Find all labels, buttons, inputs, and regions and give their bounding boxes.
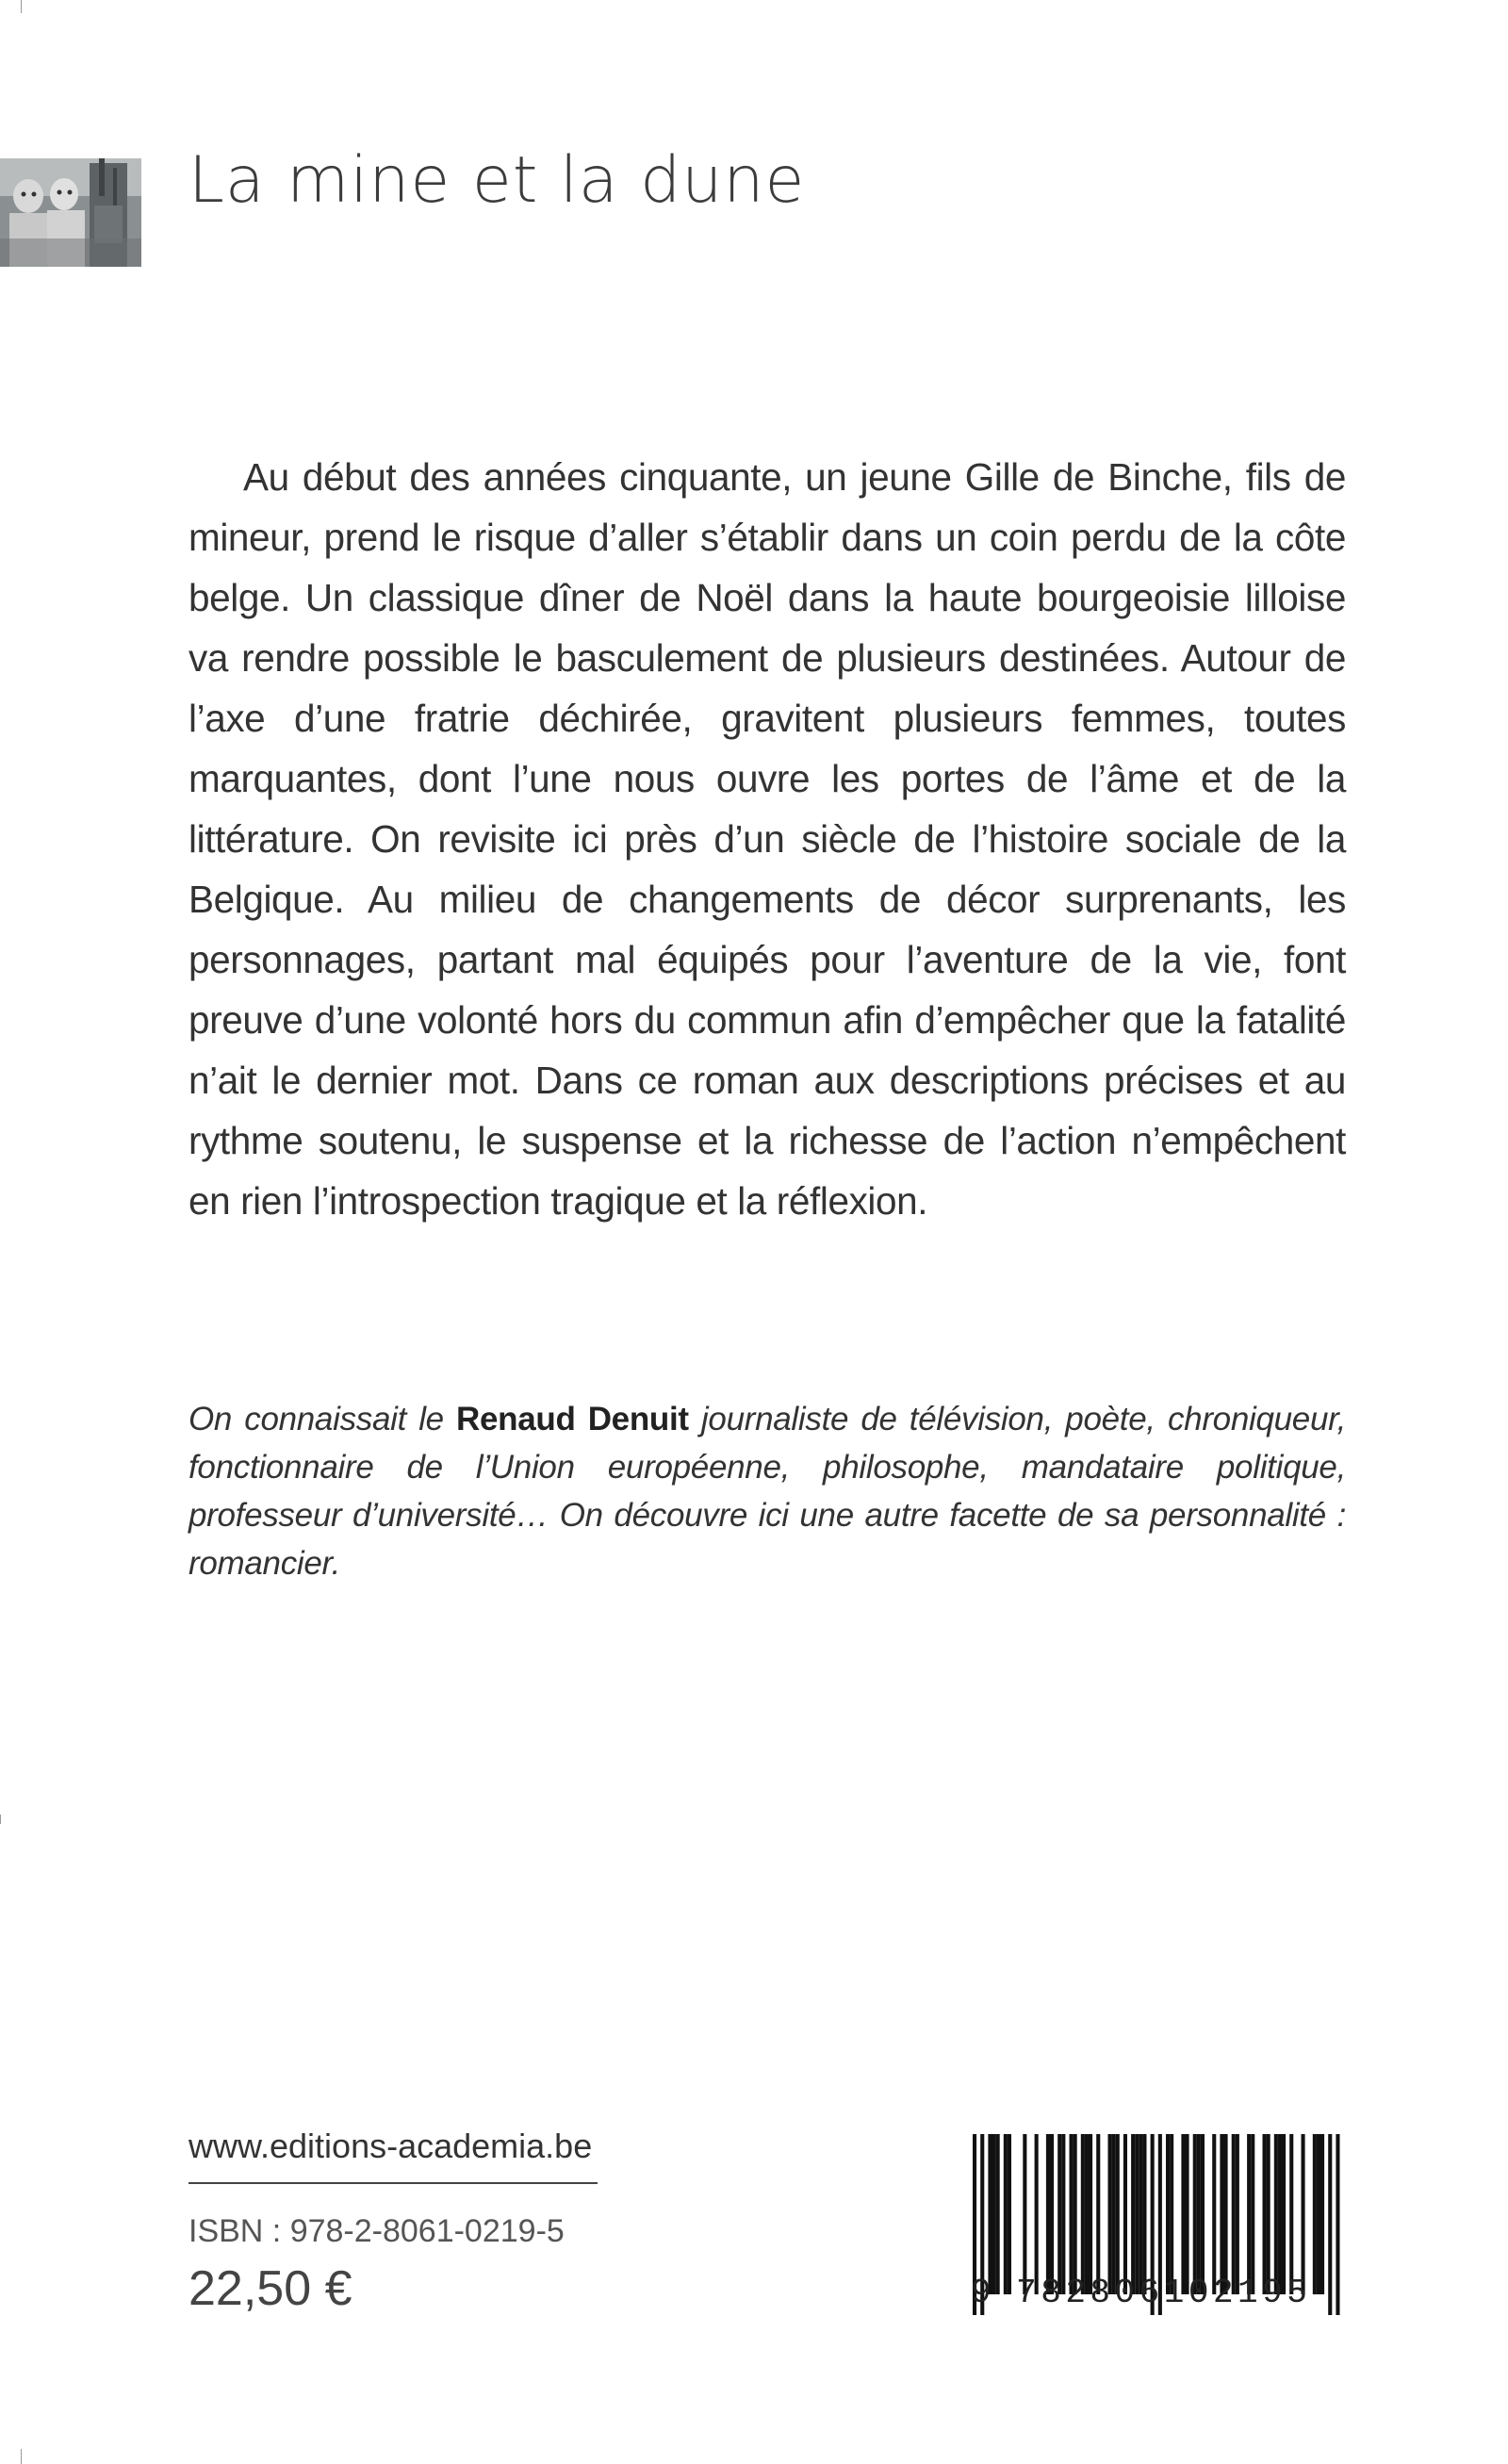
author-blurb [188, 1395, 1346, 1587]
barcode-bar [1289, 2134, 1293, 2294]
photo-thumbnail-icon [0, 158, 141, 267]
barcode-bar [1061, 2134, 1065, 2294]
barcode-bar [1008, 2134, 1011, 2294]
barcode-bar [1317, 2134, 1320, 2294]
barcode-bar [1224, 2134, 1228, 2294]
barcode-bar [1247, 2134, 1251, 2294]
barcode-bar [1236, 2134, 1239, 2294]
barcode-bar [1135, 2134, 1139, 2294]
barcode-bar [1004, 2134, 1008, 2294]
barcode-bar [992, 2134, 996, 2294]
barcode-bar [1220, 2134, 1223, 2294]
barcode-bar [1116, 2134, 1120, 2294]
barcode-bar [1274, 2134, 1278, 2294]
barcode-bar [1251, 2134, 1254, 2294]
isbn: ISBN : 978-2-8061-0219-5 [188, 2213, 565, 2249]
barcode-bar [1197, 2134, 1201, 2294]
crop-mark-bottom-left [21, 2449, 22, 2464]
barcode-bar [1186, 2134, 1189, 2294]
barcode-bar [1278, 2134, 1282, 2294]
barcode-bar [1046, 2134, 1050, 2294]
barcode-bar [1212, 2134, 1216, 2294]
barcode-bar [1201, 2134, 1205, 2294]
barcode-lead-digit: 9 [971, 2274, 996, 2312]
barcode-bar [1089, 2134, 1092, 2294]
barcode-bar [1035, 2134, 1039, 2294]
barcode-number: 782806102195 [1016, 2274, 1312, 2312]
price: 22,50 € [188, 2261, 352, 2316]
divider [188, 2182, 598, 2184]
barcode-bar [1166, 2134, 1170, 2294]
barcode-bar [988, 2134, 992, 2294]
barcode-bar [1302, 2134, 1305, 2294]
barcode-bar [1181, 2134, 1185, 2294]
barcode-bar [1267, 2134, 1270, 2294]
crop-mark-left-middle [0, 1815, 1, 1824]
barcode-bar [1193, 2134, 1197, 2294]
barcode-bar [1050, 2134, 1054, 2294]
description-paragraph: Au début des années cinquante, un jeune Gille de Binche, fils de mineur, prend le risque d’aller s’établir dans un coin perdu de la côte belge. Un classique dîner de Noël dans la haute bourgeoisie lilloise va rendre possible le basculement de plusieurs destinées. Autour de l’axe d’une fratrie déchirée, gravitent plusieurs femmes, toutes marquantes, dont l’une nous ouvre les portes de l’âme et de la littérature. On revisite ici près d’un siècle de l’histoire sociale de la Belgique. Au milieu de changements de décor surprenants, les personnages, partant mal équipés pour l’aventure de la vie, font preuve d’une volonté hors du commun afin d’empêcher que la fatalité n’ait le dernier mot. Dans ce roman aux descriptions précises et au rythme soutenu, le suspense et la richesse de l’action n’empêchent en rien l’introspection tragique et la réflexion. [188, 455, 1346, 1223]
author-blurb-intro: On connaissait le [188, 1401, 456, 1437]
barcode-bar [1170, 2134, 1173, 2294]
barcode-bar [1108, 2134, 1112, 2294]
barcode-bar [1131, 2134, 1135, 2294]
barcode-bar [1320, 2134, 1324, 2294]
barcode-bar [1232, 2134, 1236, 2294]
author-name: Renaud Denuit [456, 1401, 689, 1437]
barcode-bar [1313, 2134, 1317, 2294]
barcode-digits [971, 2274, 1340, 2312]
barcode-bar [1139, 2134, 1142, 2294]
barcode-bar [1023, 2134, 1026, 2294]
barcode-bar [1112, 2134, 1116, 2294]
barcode-bar [1263, 2134, 1267, 2294]
barcode-bar [1096, 2134, 1100, 2294]
barcode-bar [1142, 2134, 1146, 2294]
barcode-bar [1074, 2134, 1077, 2294]
barcode-bar [1123, 2134, 1127, 2294]
book-description [188, 447, 1346, 1231]
book-title: La mine et la dune [188, 143, 806, 218]
publisher-website: www.editions-academia.be [188, 2127, 593, 2165]
barcode-bar [1282, 2134, 1286, 2294]
barcode-bar [996, 2134, 1000, 2294]
barcode-bar [1081, 2134, 1085, 2294]
barcode-bar [1070, 2134, 1074, 2294]
barcode-bar [1057, 2134, 1061, 2294]
crop-mark-top-left [21, 0, 22, 13]
author-blurb-rest: journaliste de télévision, poète, chroniqueur, fonctionnaire de l’Union européenne, philosophe, mandataire politique, professeur d’université… On découvre ici une autre facette de sa personnalité : romancier. [188, 1401, 1346, 1582]
barcode-bar [1085, 2134, 1089, 2294]
